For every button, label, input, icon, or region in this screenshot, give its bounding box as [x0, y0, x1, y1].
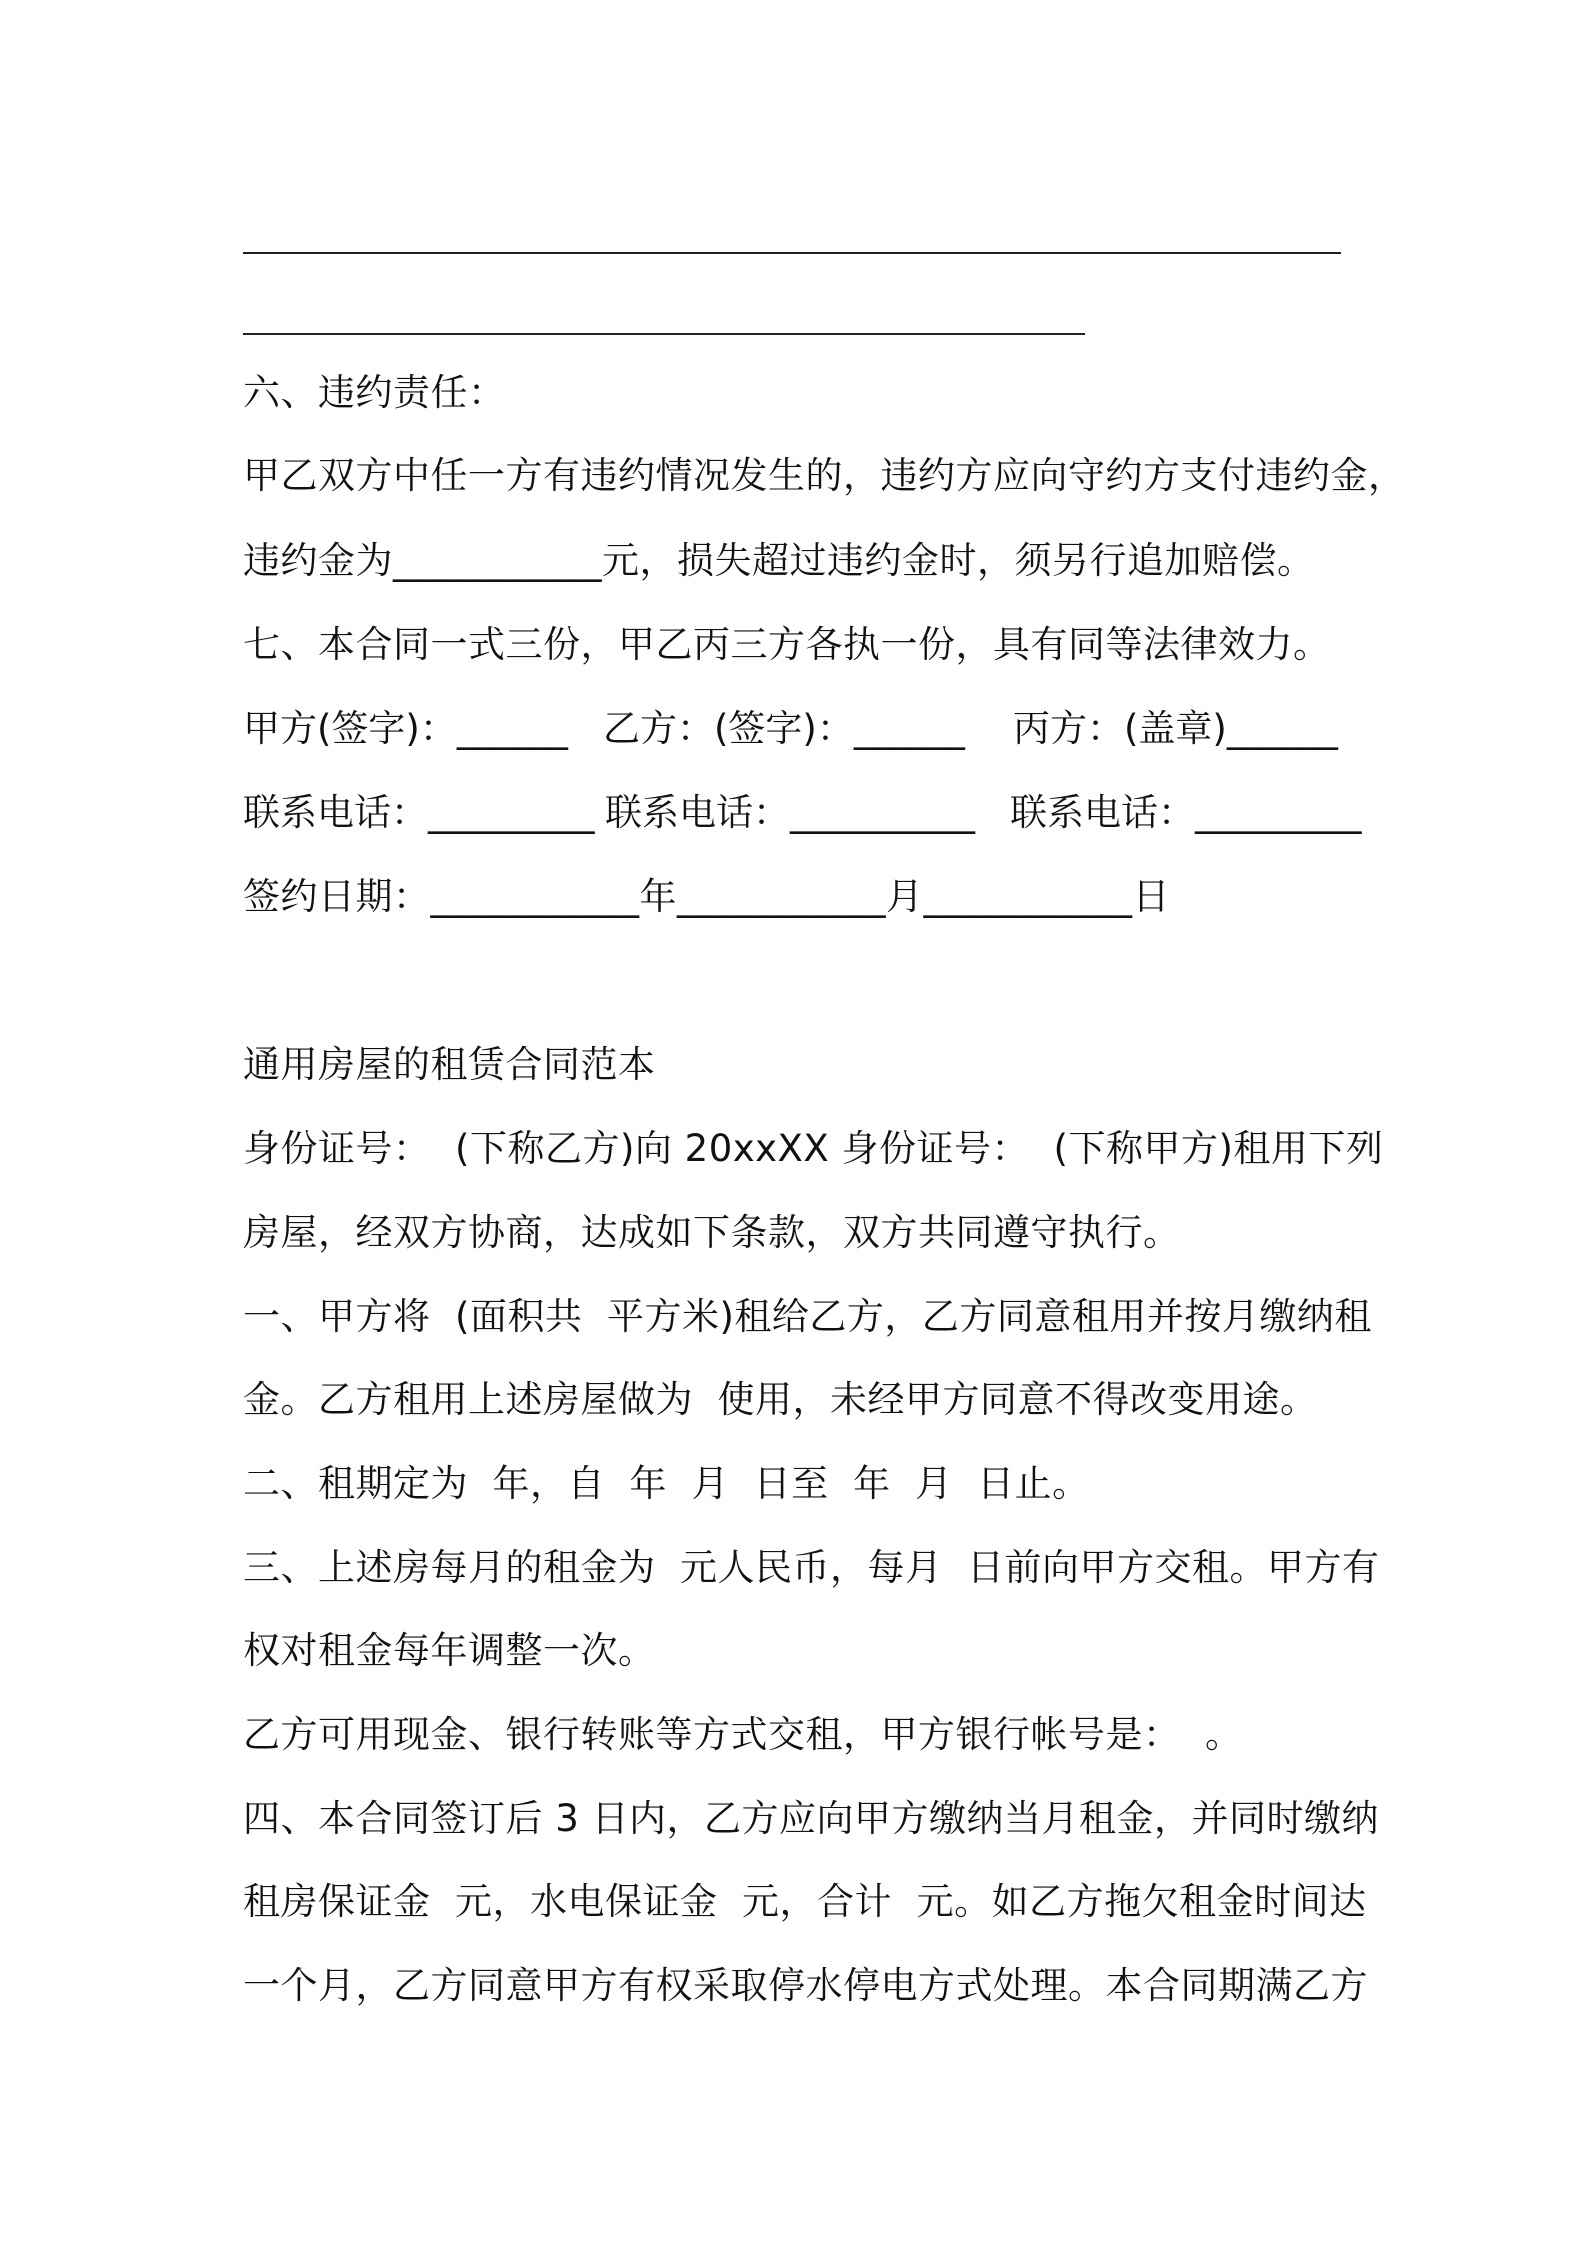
- party-b-signature: 乙方：(签字)：______: [603, 707, 965, 750]
- party-a-phone: 联系电话：_________: [243, 791, 595, 834]
- paragraph-line: 金。乙方租用上述房屋做为 使用，未经甲方同意不得改变用途。: [243, 1378, 1318, 1421]
- section-6-body-line-2: 违约金为___________元，损失超过违约金时，须另行追加赔偿。: [243, 539, 1315, 582]
- paragraph-line: 房屋，经双方协商，达成如下条款，双方共同遵守执行。: [243, 1211, 1181, 1254]
- paragraph-line: 租房保证金 元，水电保证金 元，合计 元。如乙方拖欠租金时间达: [243, 1880, 1367, 1923]
- paragraph-line: 一、甲方将 (面积共 平方米)租给乙方，乙方同意租用并按月缴纳租: [243, 1295, 1372, 1338]
- paragraph-line: 四、本合同签订后 3 日内，乙方应向甲方缴纳当月租金，并同时缴纳: [243, 1797, 1380, 1840]
- phone-row: [243, 788, 1362, 838]
- party-b-phone: 联系电话：__________: [605, 791, 975, 834]
- template-title: 通用房屋的租赁合同范本: [243, 1043, 656, 1086]
- party-a-signature: 甲方(签字)：______: [243, 707, 568, 750]
- paragraph-line: 权对租金每年调整一次。: [243, 1629, 656, 1672]
- paragraph-line: 三、上述房每月的租金为 元人民币，每月 日前向甲方交租。甲方有: [243, 1546, 1380, 1589]
- section-7: 七、本合同一式三份，甲乙丙三方各执一份，具有同等法律效力。: [243, 623, 1331, 666]
- blank-fill-line: [243, 333, 1085, 335]
- party-c-phone: 联系电话：_________: [1010, 791, 1362, 834]
- paragraph-line: 一个月，乙方同意甲方有权采取停水停电方式处理。本合同期满乙方: [243, 1964, 1368, 2007]
- sign-date: 签约日期：___________年___________月___________日: [243, 875, 1170, 918]
- signature-row: [243, 704, 1353, 754]
- blank-fill-line: [243, 252, 1341, 254]
- paragraph-line: 二、租期定为 年，自 年 月 日至 年 月 日止。: [243, 1462, 1090, 1505]
- section-6-body-line-1: 甲乙双方中任一方有违约情况发生的，违约方应向守约方支付违约金，: [243, 454, 1406, 497]
- paragraph-line: 身份证号： (下称乙方)向 20xxXX 身份证号： (下称甲方)租用下列: [243, 1127, 1384, 1170]
- paragraph-line: 乙方可用现金、银行转账等方式交租，甲方银行帐号是： 。: [243, 1713, 1243, 1756]
- section-6-title: 六、违约责任：: [243, 371, 506, 414]
- party-c-seal: 丙方：(盖章)______: [1013, 707, 1338, 750]
